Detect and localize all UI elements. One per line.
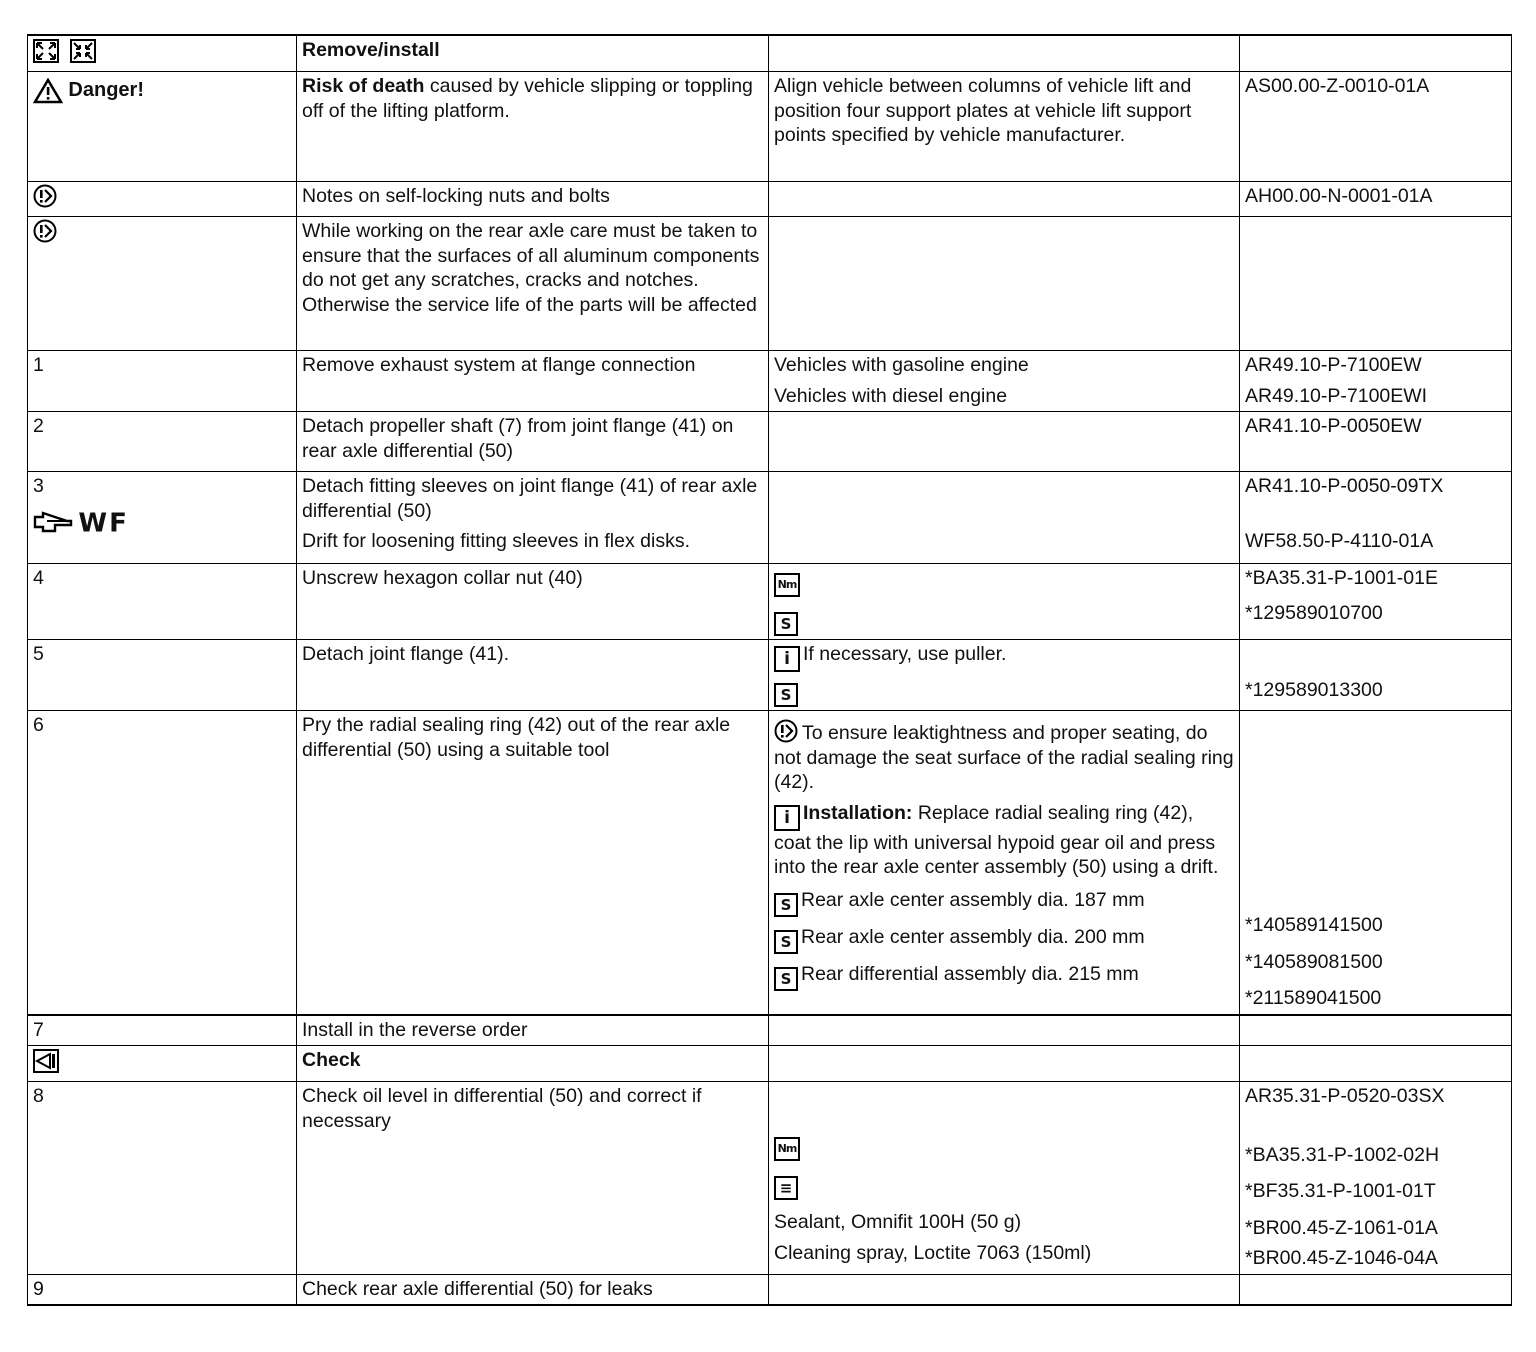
note-icon — [774, 719, 798, 743]
step-text: Unscrew hexagon collar nut (40) — [297, 564, 769, 640]
warning-triangle-icon — [33, 78, 63, 104]
section-title: Remove/install — [297, 35, 769, 72]
danger-action: Align vehicle between columns of vehicle lift and position four support plates at vehicle lift support points specified by vehicle manufacturer. — [769, 72, 1240, 182]
step-row — [28, 564, 1512, 640]
torque-icon: Nm — [774, 573, 800, 597]
torque-ref: *BA35.31-P-1002-02H — [1245, 1143, 1440, 1166]
danger-text: caused by vehicle slipping or toppling off of the lifting platform. — [302, 75, 753, 122]
step-text: Check oil level in differential (50) and correct if necessary — [297, 1082, 769, 1275]
note-text: While working on the rear axle care must be taken to ensure that the surfaces of all aluminum components do not get any scratches, cracks and notches. Otherwise the service life of the parts will be affected — [297, 217, 769, 351]
step-number: 3 — [33, 475, 44, 497]
note-icon — [33, 184, 57, 208]
wf-label: WF — [78, 508, 129, 539]
check-icon — [33, 1049, 59, 1073]
tool-ref: *140589141500 — [1245, 914, 1383, 936]
danger-bold-text: Risk of death — [302, 75, 425, 97]
step-number: 4 — [28, 564, 297, 640]
step-row — [28, 412, 1512, 472]
note-text: To ensure leaktightness and proper seating, do not damage the seat surface of the radial sealing ring (42). — [774, 722, 1234, 793]
step-row — [28, 472, 1512, 564]
special-tool-icon: S — [774, 967, 798, 991]
procedure-table — [27, 34, 1512, 1306]
step-row — [28, 351, 1512, 412]
step-ref: AR41.10-P-0050EW — [1240, 412, 1512, 472]
step-number: 7 — [28, 1015, 297, 1046]
fill-ref: *BF35.31-P-1001-01T — [1245, 1180, 1436, 1202]
step-ref: *BA35.31-P-1001-01E — [1245, 567, 1438, 589]
wf-ref: WF58.50-P-4110-01A — [1245, 529, 1434, 552]
note-text: Notes on self-locking nuts and bolts — [297, 182, 769, 217]
step-text: Install in the reverse order — [297, 1015, 769, 1046]
installation-label: Installation: — [803, 801, 913, 824]
special-tool-icon: S — [774, 930, 798, 954]
special-tool-icon: S — [774, 893, 798, 917]
step-number: 5 — [28, 640, 297, 711]
note-row — [28, 182, 1512, 217]
sealant-text: Sealant, Omnifit 100H (50 g) — [774, 1211, 1022, 1233]
step-text: Remove exhaust system at flange connection — [297, 351, 769, 412]
sealant-ref: *BR00.45-Z-1061-01A — [1245, 1216, 1438, 1239]
step-condition: Vehicles with diesel engine — [774, 384, 1008, 407]
tool-ref: *140589081500 — [1245, 950, 1383, 973]
installation-text: Replace radial sealing ring (42), coat the lip with universal hypoid gear oil and press into the rear axle center assembly (50) using a drift. — [774, 801, 1219, 878]
torque-icon: Nm — [774, 1137, 800, 1161]
step-row — [28, 1015, 1512, 1046]
step-text: Detach fitting sleeves on joint flange (41) of rear axle differential (50) — [302, 475, 758, 522]
step-number: 1 — [28, 351, 297, 412]
fill-capacity-icon: ≡ — [774, 1176, 798, 1200]
tool-ref: *211589041500 — [1245, 987, 1382, 1009]
step-condition: Vehicles with gasoline engine — [774, 354, 1029, 376]
step-ref: AR41.10-P-0050-09TX — [1245, 475, 1444, 497]
check-row — [28, 1046, 1512, 1082]
step-row — [28, 1274, 1512, 1305]
note-row — [28, 217, 1512, 351]
step-text: Pry the radial sealing ring (42) out of the rear axle differential (50) using a suitable tool — [297, 711, 769, 1015]
info-icon: i — [774, 646, 800, 672]
danger-ref: AS00.00-Z-0010-01A — [1240, 72, 1512, 182]
wf-text: Drift for loosening fitting sleeves in flex disks. — [302, 530, 691, 552]
tool-text: Rear differential assembly dia. 215 mm — [801, 962, 1139, 985]
expand-icon — [33, 39, 59, 63]
step-number: 9 — [28, 1274, 297, 1305]
step-row — [28, 1082, 1512, 1275]
step-text: Detach propeller shaft (7) from joint flange (41) on rear axle differential (50) — [297, 412, 769, 472]
info-text: If necessary, use puller. — [803, 643, 1007, 665]
note-icon — [33, 219, 57, 243]
step-text: Check rear axle differential (50) for leaks — [297, 1274, 769, 1305]
pointing-hand-icon — [33, 511, 73, 535]
danger-row — [28, 72, 1512, 182]
step-row — [28, 640, 1512, 711]
step-ref: AR35.31-P-0520-03SX — [1245, 1085, 1445, 1107]
step-number: 6 — [28, 711, 297, 1015]
step-ref: *129589013300 — [1245, 679, 1383, 701]
spray-text: Cleaning spray, Loctite 7063 (150ml) — [774, 1241, 1092, 1264]
special-tool-icon: S — [774, 683, 798, 707]
check-label: Check — [297, 1046, 769, 1082]
tool-text: Rear axle center assembly dia. 187 mm — [801, 888, 1145, 911]
collapse-icon — [70, 39, 96, 63]
danger-label: Danger! — [68, 79, 144, 102]
step-number: 2 — [28, 412, 297, 472]
spray-ref: *BR00.45-Z-1046-04A — [1245, 1247, 1438, 1269]
special-tool-icon: S — [774, 612, 798, 636]
step-number: 8 — [28, 1082, 297, 1275]
step-row — [28, 711, 1512, 1015]
info-icon: i — [774, 805, 800, 831]
step-ref: *129589010700 — [1245, 601, 1383, 624]
note-ref: AH00.00-N-0001-01A — [1240, 182, 1512, 217]
step-text: Detach joint flange (41). — [297, 640, 769, 711]
step-ref: AR49.10-P-7100EW — [1245, 354, 1422, 376]
step-ref: AR49.10-P-7100EWI — [1245, 384, 1428, 407]
header-row — [28, 35, 1512, 72]
tool-text: Rear axle center assembly dia. 200 mm — [801, 925, 1145, 948]
